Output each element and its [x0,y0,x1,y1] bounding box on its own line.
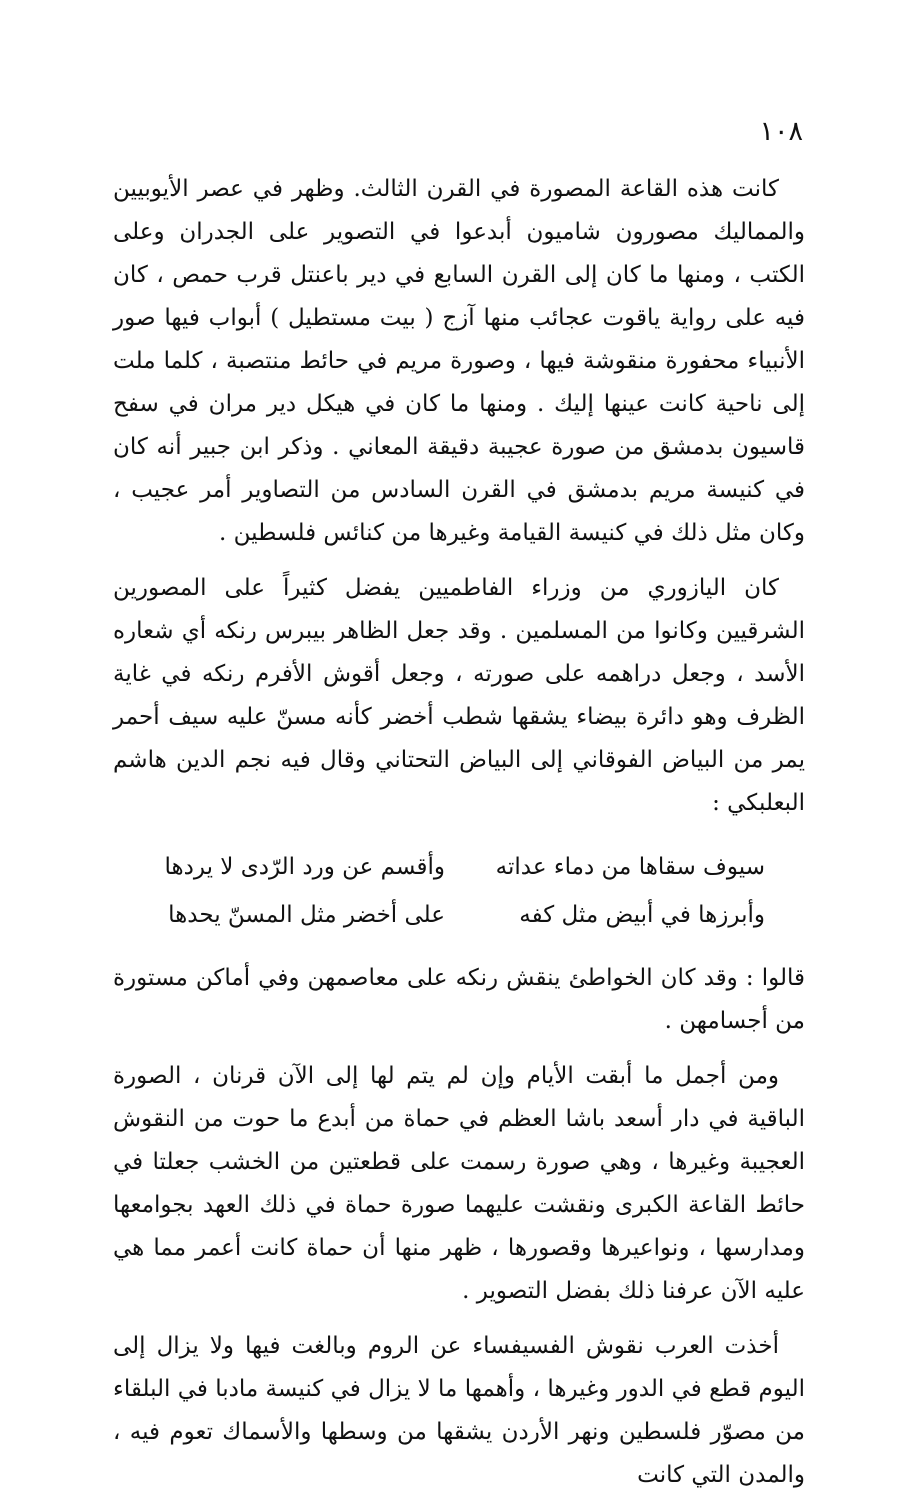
poem [113,843,805,939]
poem-verse-1 [113,843,805,891]
verse-1-first-hemistich: سيوف سقاها من دماء عداته [495,854,765,880]
paragraph-3: قالوا : وقد كان الخواطئ ينقش رنكه على معاصمهن وفي أماكن مستورة من أجسامهن . [113,965,805,1034]
paragraph-1: كانت هذه القاعة المصورة في القرن الثالث. وظهر في عصر الأيوبيين والمماليك مصورون شاميون أبدعوا في التصوير على الجدران وعلى الكتب ، ومنها ما كان إلى القرن السابع في دير باعنتل قرب حمص ، كان فيه على رواية ياقوت عجائب منها آزج ( بيت مستطيل ) أبواب فيها صور الأنبياء محفورة منقوشة فيها ، وصورة مريم في حائط منتصبة ، كلما ملت إلى ناحية كانت عينها إليك . ومنها ما كان في هيكل دير مران في سفح قاسيون بدمشق من صورة عجيبة دقيقة المعاني . وذكر ابن جبير أنه كان في كنيسة مريم بدمشق في القرن السادس من التصاوير أمر عجيب ، وكان مثل ذلك في كنيسة القيامة وغيرها من كنائس فلسطين . [113,176,805,546]
verse-2-first-hemistich: وأبرزها في أبيض مثل كفه [519,902,765,928]
verse-1-second-hemistich: وأقسم عن ورد الرّدى لا يردها [164,854,445,880]
verse-2-second-hemistich: على أخضر مثل المسنّ يحدها [168,902,445,928]
paragraph-2: كان اليازوري من وزراء الفاطميين يفضل كثيراً على المصورين الشرقيين وكانوا من المسلمين . وقد جعل الظاهر بيبرس رنكه أي شعاره الأسد ، وجعل دراهمه على صورته ، وجعل أقوش الأفرم رنكه في غاية الظرف وهو دائرة بيضاء يشقها شطب أخضر كأنه مسنّ عليه سيف أحمر يمر من البياض الفوقاني إلى البياض التحتاني وقال فيه نجم الدين هاشم البعلبكي : [113,575,805,816]
page-body [113,168,805,1497]
paragraph-5: أخذت العرب نقوش الفسيفساء عن الروم وبالغت فيها ولا يزال إلى اليوم قطع في الدور وغيرها ، وأهمها ما لا يزال في كنيسة مادبا في البلقاء من مصوّر فلسطين ونهر الأردن يشقها من وسطها والأسماك تعوم فيه ، والمدن التي كانت [113,1333,805,1488]
page-number: ١٠٨ [759,116,803,147]
poem-verse-2 [113,891,805,939]
paragraph-4: ومن أجمل ما أبقت الأيام وإن لم يتم لها إلى الآن قرنان ، الصورة الباقية في دار أسعد باشا العظم في حماة من أبدع ما حوت من النقوش العجيبة وغيرها ، وهي صورة رسمت على قطعتين من الخشب جعلتا في حائط القاعة الكبرى ونقشت عليهما صورة حماة في ذلك العهد بجوامعها ومدارسها ، ونواعيرها وقصورها ، ظهر منها أن حماة كانت أعمر مما هي عليه الآن عرفنا ذلك بفضل التصوير . [113,1063,805,1304]
